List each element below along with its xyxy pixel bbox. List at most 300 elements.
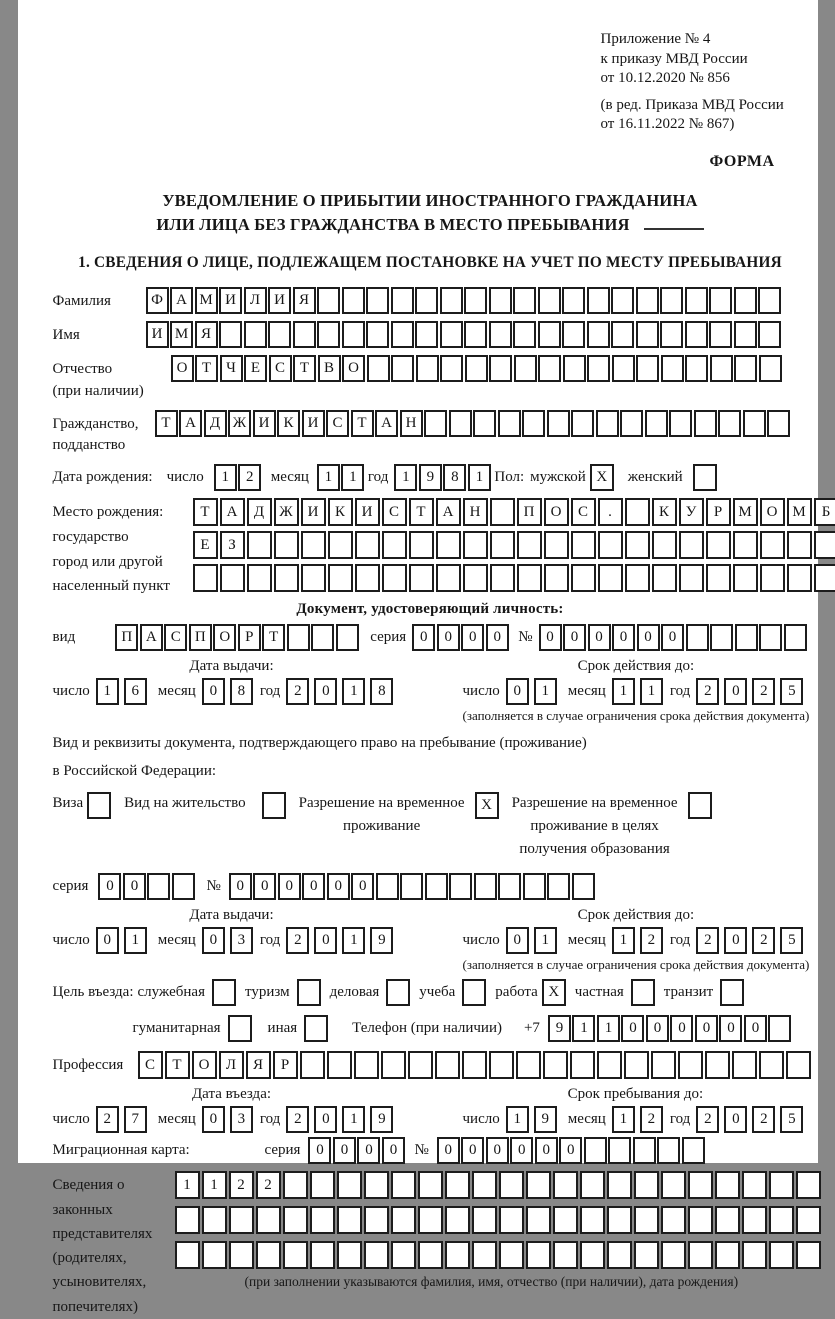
char-cell[interactable]: 1 [506,1106,529,1133]
char-cell[interactable]: С [138,1051,163,1079]
char-cell[interactable] [489,1051,514,1079]
char-cell[interactable] [636,321,659,348]
char-cell[interactable] [391,1171,416,1199]
char-cell[interactable] [742,1171,767,1199]
char-cell[interactable]: 1 [175,1171,200,1199]
char-cell[interactable] [498,410,521,437]
char-cell[interactable]: Т [262,624,285,651]
char-cell[interactable]: 0 [308,1137,331,1164]
char-cell[interactable] [538,287,561,314]
char-cell[interactable] [445,1206,470,1234]
purpose-humanitarian-checkbox[interactable] [228,1015,252,1042]
char-cell[interactable] [685,321,708,348]
char-cell[interactable]: 0 [382,1137,405,1164]
char-cell[interactable] [147,873,170,900]
char-cell[interactable] [293,321,316,348]
char-cell[interactable]: 2 [752,927,775,954]
char-cell[interactable] [244,321,267,348]
char-cell[interactable]: 0 [506,927,529,954]
char-cell[interactable] [247,531,272,559]
char-cell[interactable]: 0 [588,624,611,651]
issue-day-cells[interactable] [96,927,152,954]
char-cell[interactable] [342,321,365,348]
char-cell[interactable]: 0 [412,624,435,651]
char-cell[interactable] [474,873,497,900]
char-cell[interactable] [678,1051,703,1079]
char-cell[interactable] [489,287,512,314]
char-cell[interactable]: О [342,355,365,382]
char-cell[interactable] [445,1171,470,1199]
char-cell[interactable] [328,531,353,559]
char-cell[interactable]: М [787,498,812,526]
char-cell[interactable] [418,1206,443,1234]
char-cell[interactable]: А [179,410,202,437]
char-cell[interactable] [682,1137,705,1164]
char-cell[interactable]: 1 [572,1015,595,1042]
char-cell[interactable]: Н [463,498,488,526]
char-cell[interactable] [367,355,390,382]
char-cell[interactable]: 0 [351,873,374,900]
purpose-tourism-checkbox[interactable] [297,979,321,1006]
char-cell[interactable] [175,1241,200,1269]
char-cell[interactable] [796,1206,821,1234]
char-cell[interactable] [570,1051,595,1079]
char-cell[interactable] [769,1206,794,1234]
char-cell[interactable]: А [170,287,193,314]
expiry-month-cells[interactable] [612,927,668,954]
char-cell[interactable]: П [517,498,542,526]
char-cell[interactable] [382,531,407,559]
char-cell[interactable] [562,321,585,348]
char-cell[interactable]: Т [165,1051,190,1079]
char-cell[interactable]: 2 [696,1106,719,1133]
char-cell[interactable]: 0 [563,624,586,651]
char-cell[interactable] [445,1241,470,1269]
char-cell[interactable] [715,1206,740,1234]
char-cell[interactable]: О [213,624,236,651]
char-cell[interactable] [283,1206,308,1234]
char-cell[interactable]: Т [409,498,434,526]
issue-year-cells[interactable] [286,678,398,705]
issue-month-cells[interactable] [202,678,258,705]
char-cell[interactable] [310,1206,335,1234]
char-cell[interactable]: 8 [230,678,253,705]
patronymic-cells[interactable] [171,355,784,382]
char-cell[interactable] [625,564,650,592]
char-cell[interactable] [625,498,650,526]
char-cell[interactable] [758,287,781,314]
char-cell[interactable] [688,1171,713,1199]
char-cell[interactable] [300,1051,325,1079]
char-cell[interactable] [715,1241,740,1269]
char-cell[interactable] [636,287,659,314]
char-cell[interactable]: 0 [510,1137,533,1164]
char-cell[interactable] [633,1137,656,1164]
char-cell[interactable] [336,624,359,651]
char-cell[interactable]: Я [195,321,218,348]
char-cell[interactable] [758,321,781,348]
char-cell[interactable] [688,1206,713,1234]
char-cell[interactable] [311,624,334,651]
char-cell[interactable]: 0 [621,1015,644,1042]
temp-residence-edu-checkbox[interactable] [688,792,712,819]
char-cell[interactable] [587,287,610,314]
char-cell[interactable] [661,1206,686,1234]
char-cell[interactable] [634,1171,659,1199]
char-cell[interactable]: 0 [461,1137,484,1164]
char-cell[interactable]: 0 [724,678,747,705]
char-cell[interactable]: 8 [370,678,393,705]
char-cell[interactable]: С [382,498,407,526]
char-cell[interactable] [718,410,741,437]
char-cell[interactable]: П [115,624,138,651]
char-cell[interactable] [328,564,353,592]
doc-series-cells[interactable] [412,624,510,651]
char-cell[interactable] [596,410,619,437]
char-cell[interactable] [400,873,423,900]
char-cell[interactable] [310,1171,335,1199]
char-cell[interactable] [391,1206,416,1234]
birth-day-cells[interactable] [214,464,263,491]
char-cell[interactable] [796,1171,821,1199]
char-cell[interactable]: 2 [640,927,663,954]
char-cell[interactable] [391,1241,416,1269]
char-cell[interactable]: И [219,287,242,314]
issue-month-cells[interactable] [202,927,258,954]
entry-year-cells[interactable] [286,1106,398,1133]
char-cell[interactable]: Л [244,287,267,314]
char-cell[interactable]: Р [706,498,731,526]
char-cell[interactable] [686,624,709,651]
char-cell[interactable] [544,564,569,592]
char-cell[interactable] [814,531,835,559]
char-cell[interactable]: 8 [443,464,466,491]
char-cell[interactable] [661,1241,686,1269]
purpose-study-checkbox[interactable] [462,979,486,1006]
char-cell[interactable] [202,1206,227,1234]
char-cell[interactable] [490,498,515,526]
char-cell[interactable] [786,1051,811,1079]
char-cell[interactable]: 1 [214,464,237,491]
char-cell[interactable] [661,1171,686,1199]
char-cell[interactable] [694,410,717,437]
char-cell[interactable] [424,410,447,437]
char-cell[interactable] [634,1241,659,1269]
char-cell[interactable] [449,410,472,437]
representatives-cells-3[interactable] [175,1241,823,1269]
char-cell[interactable]: 2 [752,678,775,705]
char-cell[interactable] [175,1206,200,1234]
male-checkbox[interactable]: X [590,464,614,491]
char-cell[interactable] [571,410,594,437]
char-cell[interactable] [784,624,807,651]
char-cell[interactable] [337,1241,362,1269]
char-cell[interactable] [580,1206,605,1234]
char-cell[interactable] [706,564,731,592]
char-cell[interactable] [547,410,570,437]
char-cell[interactable] [364,1206,389,1234]
char-cell[interactable]: 9 [370,1106,393,1133]
char-cell[interactable]: 1 [342,1106,365,1133]
char-cell[interactable] [734,355,757,382]
char-cell[interactable]: Т [351,410,374,437]
char-cell[interactable] [418,1171,443,1199]
char-cell[interactable]: 1 [124,927,147,954]
char-cell[interactable] [364,1241,389,1269]
char-cell[interactable]: 2 [696,927,719,954]
char-cell[interactable] [657,1137,680,1164]
char-cell[interactable] [787,564,812,592]
char-cell[interactable] [355,531,380,559]
char-cell[interactable]: 0 [253,873,276,900]
char-cell[interactable] [742,1206,767,1234]
char-cell[interactable]: К [277,410,300,437]
char-cell[interactable]: 0 [229,873,252,900]
char-cell[interactable]: 0 [314,678,337,705]
char-cell[interactable] [283,1241,308,1269]
char-cell[interactable] [526,1206,551,1234]
char-cell[interactable] [489,321,512,348]
char-cell[interactable] [256,1206,281,1234]
char-cell[interactable]: 2 [96,1106,119,1133]
purpose-work-checkbox[interactable]: X [542,979,566,1006]
char-cell[interactable]: 0 [202,678,225,705]
char-cell[interactable] [465,355,488,382]
char-cell[interactable] [607,1241,632,1269]
char-cell[interactable] [733,564,758,592]
expiry-day-cells[interactable] [506,678,562,705]
char-cell[interactable] [759,1051,784,1079]
char-cell[interactable] [634,1206,659,1234]
char-cell[interactable]: 0 [486,624,509,651]
char-cell[interactable] [499,1171,524,1199]
char-cell[interactable] [597,1051,622,1079]
char-cell[interactable]: И [301,498,326,526]
char-cell[interactable]: З [220,531,245,559]
char-cell[interactable]: И [355,498,380,526]
char-cell[interactable] [742,1241,767,1269]
char-cell[interactable]: 0 [670,1015,693,1042]
char-cell[interactable]: 5 [780,1106,803,1133]
char-cell[interactable]: 0 [314,927,337,954]
char-cell[interactable]: 1 [342,927,365,954]
char-cell[interactable] [563,355,586,382]
char-cell[interactable] [706,531,731,559]
char-cell[interactable] [607,1171,632,1199]
char-cell[interactable] [381,1051,406,1079]
char-cell[interactable]: Ф [146,287,169,314]
char-cell[interactable] [734,287,757,314]
char-cell[interactable] [513,321,536,348]
char-cell[interactable] [759,624,782,651]
char-cell[interactable] [310,1241,335,1269]
char-cell[interactable]: 0 [461,624,484,651]
char-cell[interactable]: П [189,624,212,651]
char-cell[interactable] [553,1241,578,1269]
char-cell[interactable] [685,287,708,314]
char-cell[interactable] [526,1171,551,1199]
char-cell[interactable] [172,873,195,900]
char-cell[interactable]: 0 [314,1106,337,1133]
char-cell[interactable]: В [318,355,341,382]
char-cell[interactable] [660,321,683,348]
char-cell[interactable] [391,355,414,382]
char-cell[interactable] [473,410,496,437]
char-cell[interactable]: 0 [539,624,562,651]
char-cell[interactable]: 0 [724,927,747,954]
char-cell[interactable]: 1 [96,678,119,705]
residence-permit-checkbox[interactable] [262,792,286,819]
char-cell[interactable] [607,1206,632,1234]
char-cell[interactable]: 2 [229,1171,254,1199]
expiry-year-cells[interactable] [696,927,808,954]
char-cell[interactable] [547,873,570,900]
char-cell[interactable]: О [171,355,194,382]
char-cell[interactable] [436,564,461,592]
char-cell[interactable]: 0 [506,678,529,705]
issue-day-cells[interactable] [96,678,152,705]
char-cell[interactable] [416,355,439,382]
char-cell[interactable] [733,531,758,559]
citizenship-cells[interactable] [155,410,792,437]
char-cell[interactable]: 0 [535,1137,558,1164]
surname-cells[interactable] [146,287,783,314]
char-cell[interactable] [415,287,438,314]
representatives-cells-2[interactable] [175,1206,823,1234]
char-cell[interactable] [652,564,677,592]
char-cell[interactable] [710,624,733,651]
char-cell[interactable] [229,1241,254,1269]
char-cell[interactable]: И [268,287,291,314]
char-cell[interactable] [435,1051,460,1079]
char-cell[interactable] [526,1241,551,1269]
temp-residence-checkbox[interactable]: X [475,792,499,819]
char-cell[interactable] [688,1241,713,1269]
char-cell[interactable] [685,355,708,382]
phone-cells[interactable] [548,1015,793,1042]
char-cell[interactable]: 0 [96,927,119,954]
char-cell[interactable]: А [140,624,163,651]
expiry-month-cells[interactable] [612,678,668,705]
char-cell[interactable]: 2 [640,1106,663,1133]
purpose-private-checkbox[interactable] [631,979,655,1006]
char-cell[interactable] [425,873,448,900]
char-cell[interactable] [709,321,732,348]
given-name-cells[interactable] [146,321,783,348]
char-cell[interactable]: 0 [333,1137,356,1164]
purpose-other-checkbox[interactable] [304,1015,328,1042]
char-cell[interactable] [490,564,515,592]
char-cell[interactable] [572,873,595,900]
char-cell[interactable] [219,321,242,348]
char-cell[interactable] [553,1171,578,1199]
char-cell[interactable] [517,531,542,559]
char-cell[interactable] [669,410,692,437]
char-cell[interactable] [472,1171,497,1199]
char-cell[interactable] [301,531,326,559]
char-cell[interactable] [366,321,389,348]
char-cell[interactable] [354,1051,379,1079]
char-cell[interactable] [409,564,434,592]
char-cell[interactable] [464,287,487,314]
expiry-day-cells[interactable] [506,927,562,954]
char-cell[interactable]: 0 [302,873,325,900]
expiry-year-cells[interactable] [696,678,808,705]
char-cell[interactable]: 7 [124,1106,147,1133]
purpose-transit-checkbox[interactable] [720,979,744,1006]
char-cell[interactable] [769,1241,794,1269]
char-cell[interactable] [624,1051,649,1079]
char-cell[interactable]: 0 [612,624,635,651]
char-cell[interactable] [440,355,463,382]
char-cell[interactable] [760,564,785,592]
char-cell[interactable] [202,1241,227,1269]
char-cell[interactable]: С [326,410,349,437]
char-cell[interactable] [382,564,407,592]
char-cell[interactable] [767,410,790,437]
stay-year-cells[interactable] [696,1106,808,1133]
char-cell[interactable]: М [733,498,758,526]
char-cell[interactable] [498,873,521,900]
char-cell[interactable] [364,1171,389,1199]
char-cell[interactable] [440,321,463,348]
char-cell[interactable]: 2 [286,678,309,705]
char-cell[interactable] [337,1171,362,1199]
char-cell[interactable] [301,564,326,592]
char-cell[interactable] [489,355,512,382]
char-cell[interactable]: Ж [228,410,251,437]
char-cell[interactable]: 3 [230,1106,253,1133]
char-cell[interactable]: 9 [419,464,442,491]
char-cell[interactable]: А [375,410,398,437]
entry-day-cells[interactable] [96,1106,152,1133]
char-cell[interactable] [608,1137,631,1164]
purpose-commercial-checkbox[interactable] [386,979,410,1006]
char-cell[interactable] [418,1241,443,1269]
char-cell[interactable]: 0 [437,624,460,651]
char-cell[interactable] [517,564,542,592]
char-cell[interactable] [580,1171,605,1199]
char-cell[interactable] [760,531,785,559]
char-cell[interactable] [366,287,389,314]
char-cell[interactable]: 2 [752,1106,775,1133]
char-cell[interactable] [735,624,758,651]
char-cell[interactable] [679,564,704,592]
issue-year-cells[interactable] [286,927,398,954]
residence-series-cells[interactable] [98,873,196,900]
char-cell[interactable] [376,873,399,900]
char-cell[interactable]: 0 [437,1137,460,1164]
char-cell[interactable] [612,355,635,382]
char-cell[interactable]: 0 [695,1015,718,1042]
char-cell[interactable]: 9 [370,927,393,954]
char-cell[interactable] [472,1241,497,1269]
char-cell[interactable]: 6 [124,678,147,705]
char-cell[interactable]: 5 [780,927,803,954]
char-cell[interactable] [355,564,380,592]
char-cell[interactable]: 1 [202,1171,227,1199]
char-cell[interactable] [463,564,488,592]
char-cell[interactable] [571,531,596,559]
char-cell[interactable]: 0 [486,1137,509,1164]
char-cell[interactable] [598,564,623,592]
char-cell[interactable]: Ч [220,355,243,382]
char-cell[interactable]: 1 [612,1106,635,1133]
char-cell[interactable] [734,321,757,348]
char-cell[interactable] [462,1051,487,1079]
char-cell[interactable]: 5 [780,678,803,705]
char-cell[interactable] [274,531,299,559]
